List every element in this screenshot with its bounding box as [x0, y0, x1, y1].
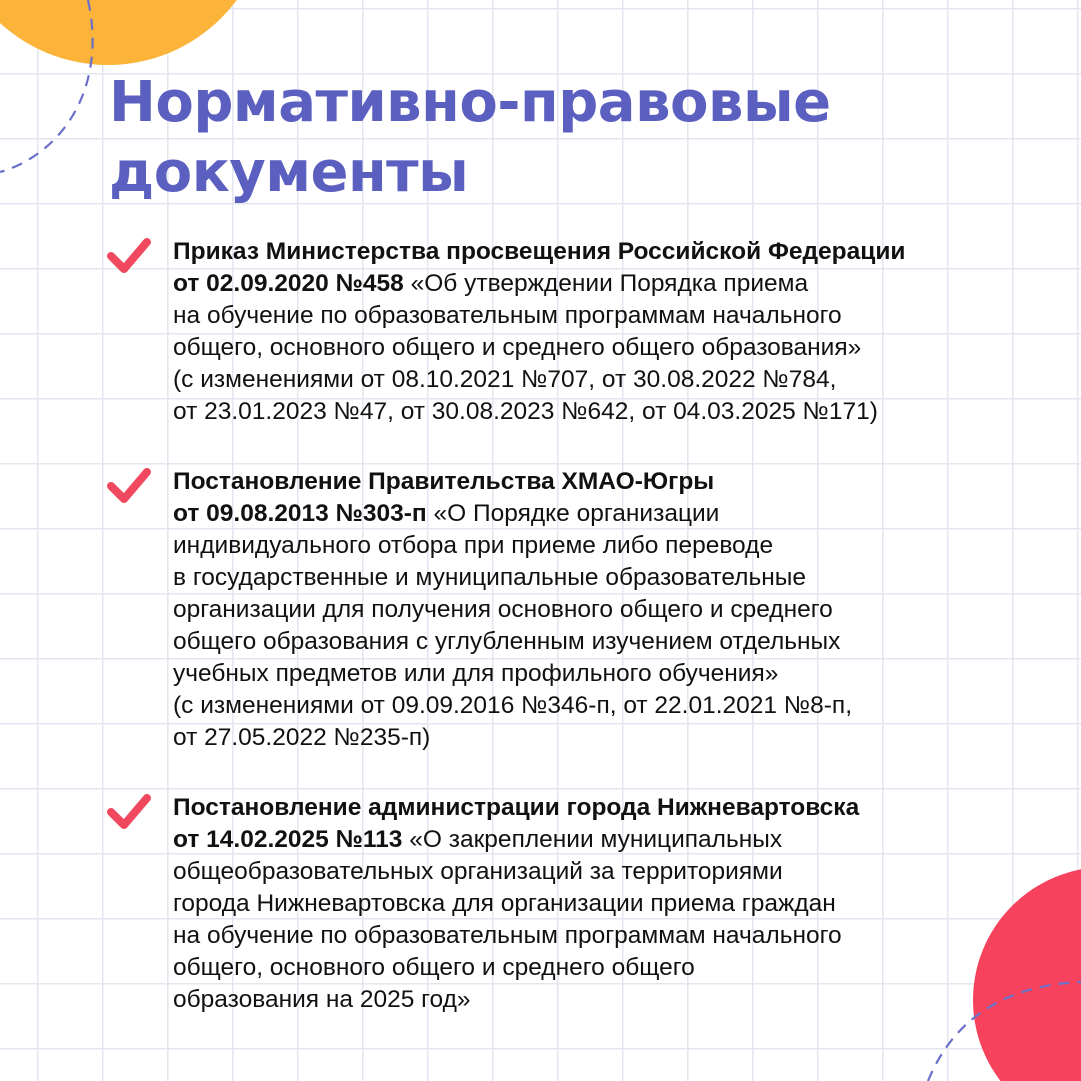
document-line: города Нижневартовска для организации приема граждан: [173, 890, 836, 917]
document-line: в государственные и муниципальные образовательные: [173, 564, 806, 591]
document-line: от 14.02.2025 №113 «О закреплении муниципальных: [173, 826, 783, 853]
document-line: от 02.09.2020 №458 «Об утверждении Порядка приема: [173, 270, 809, 297]
page-title-line-1: Нормативно-правовые: [109, 70, 831, 135]
document-line: образования на 2025 год»: [173, 986, 471, 1013]
document-line: Постановление администрации города Нижневартовска: [173, 794, 860, 821]
check-mark-icon: [106, 466, 152, 506]
document-line: общего образования с углубленным изучением отдельных: [173, 628, 841, 655]
top-left-dashed-arc: [0, 0, 93, 172]
page-title-line-2: документы: [109, 140, 469, 205]
document-line: Приказ Министерства просвещения Российской Федерации: [173, 238, 906, 265]
document-text: [173, 236, 1053, 428]
page-title: [109, 68, 831, 208]
document-line: индивидуального отбора при приеме либо переводе: [173, 532, 774, 559]
document-line: учебных предметов или для профильного обучения»: [173, 660, 779, 687]
document-line: (с изменениями от 09.09.2016 №346-п, от 22.01.2021 №8-п,: [173, 692, 853, 719]
check-mark-icon: [106, 236, 152, 276]
document-line: от 09.08.2013 №303-п «О Порядке организации: [173, 500, 720, 527]
document-line: от 27.05.2022 №235-п): [173, 724, 431, 751]
document-line: (с изменениями от 08.10.2021 №707, от 30.08.2022 №784,: [173, 366, 837, 393]
document-line: от 23.01.2023 №47, от 30.08.2023 №642, от 04.03.2025 №171): [173, 398, 878, 425]
document-line: на обучение по образовательным программам начального: [173, 302, 842, 329]
document-line: общего, основного общего и среднего общего: [173, 954, 695, 981]
document-text: [173, 792, 1053, 1016]
top-left-yellow-circle: [0, 0, 268, 65]
document-line: организации для получения основного общего и среднего: [173, 596, 833, 623]
document-line: Постановление Правительства ХМАО-Югры: [173, 468, 715, 495]
document-line: на обучение по образовательным программам начального: [173, 922, 842, 949]
document-text: [173, 466, 1053, 754]
document-line: общеобразовательных организаций за территориями: [173, 858, 783, 885]
document-line: общего, основного общего и среднего общего образования»: [173, 334, 862, 361]
check-mark-icon: [106, 792, 152, 832]
